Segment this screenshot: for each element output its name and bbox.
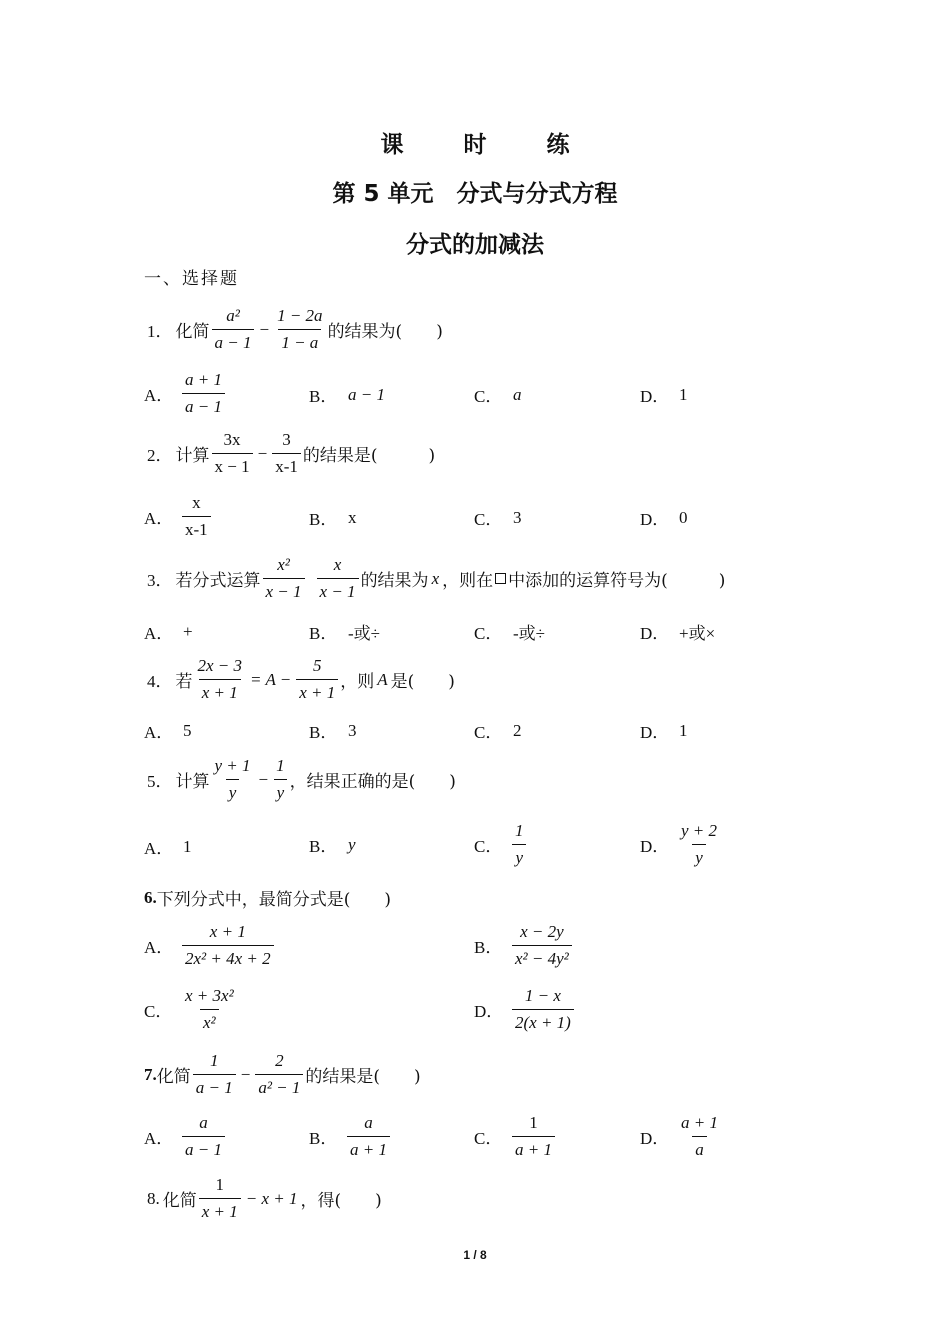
- fraction: $\frac{x}{x-1}$: [182, 493, 211, 540]
- option-2a: A． $\frac{x}{x-1}$: [144, 493, 213, 540]
- option-4d: D． 1: [640, 720, 688, 742]
- question-4: 4． 若 $\frac{2x - 3}{x + 1}$ = A − $\frac{5}{x + 1}$ ，则 A 是( ): [147, 656, 455, 702]
- fraction: $\frac{a}{a - 1}$: [182, 1113, 225, 1160]
- fraction: $\frac{1}{a + 1}$: [512, 1113, 555, 1160]
- option-1c: C． a: [474, 384, 522, 406]
- option-5a: A． 1: [144, 836, 192, 858]
- option-2d: D． 0: [640, 507, 688, 529]
- fraction: $\frac{\text{a²}}{a - 1}$: [212, 306, 255, 353]
- fraction: $\frac{2x - 3}{x + 1}$: [197, 656, 243, 702]
- option-7d: D． $\frac{a + 1}{a}$: [640, 1113, 723, 1160]
- option-1b: B． a − 1: [309, 384, 385, 406]
- fraction: $\frac{y + 2}{y}$: [681, 821, 718, 867]
- fraction: $\frac{\text{x²}}{x - 1}$: [263, 555, 305, 602]
- question-7: 7. 化简 $\frac{1}{a - 1}$ − $\frac{2}{\text{a² − 1}}$ 的结果是( ): [144, 1051, 421, 1097]
- option-7a: A． $\frac{a}{a - 1}$: [144, 1113, 227, 1160]
- question-8: 8. 化简 $\frac{1}{x + 1}$ − x + 1 ，得( ): [147, 1175, 382, 1221]
- option-3a: A． +: [144, 621, 193, 643]
- topic-title: 分式的加减法: [406, 232, 544, 258]
- fraction: $\frac{2}{\text{a² − 1}}$: [255, 1051, 303, 1098]
- question-1: 1． 化简 $\frac{\text{a²}}{a - 1}$ − $\frac{1 - 2a}{1 - a}$ 的结果为( ): [147, 306, 443, 352]
- fraction: $\frac{x + 1}{\text{2x² + 4x + 2}}$: [182, 922, 274, 969]
- option-6a: A． $\frac{x + 1}{\text{2x² + 4x + 2}}$: [144, 922, 276, 969]
- section-title: 一、选择题: [144, 269, 239, 289]
- fraction: $\frac{x - 2y}{\text{x² − 4y²}}$: [512, 922, 572, 969]
- fraction: $\frac{a + 1}{a}$: [681, 1113, 718, 1159]
- page-number: 1 / 8: [463, 1248, 487, 1262]
- question-2: 2． 计算 $\frac{3x}{x - 1}$ − $\frac{3}{x-1}$ 的结果是( ): [147, 430, 436, 476]
- fraction: $\frac{1}{y}$: [512, 821, 527, 868]
- fraction: $\frac{1}{y}$: [273, 756, 288, 803]
- option-1a: A． $\frac{a + 1}{a - 1}$: [144, 370, 227, 417]
- blank-box-icon: [495, 573, 506, 584]
- option-6b: B． $\frac{x - 2y}{\text{x² − 4y²}}$: [474, 922, 574, 969]
- option-6c: C． $\frac{\text{x + 3x²}}{\text{x²}}$: [144, 986, 239, 1033]
- fraction: $\frac{a + 1}{a - 1}$: [182, 370, 225, 417]
- fraction: $\frac{x}{x - 1}$: [317, 555, 359, 602]
- option-4a: A． 5: [144, 720, 192, 742]
- unit-title: 第 5 单元 分式与分式方程: [332, 181, 618, 207]
- option-5b: B． y: [309, 834, 356, 856]
- fraction: $\frac{1 - x}{2(x + 1)}$: [512, 986, 574, 1033]
- option-2b: B． x: [309, 507, 357, 529]
- fraction: $\frac{3x}{x - 1}$: [212, 430, 253, 477]
- option-3d: D． +或×: [640, 624, 716, 643]
- option-1d: D． 1: [640, 384, 688, 406]
- option-4b: B． 3: [309, 720, 357, 742]
- option-3c: C． -或÷: [474, 624, 545, 643]
- fraction: $\frac{\text{x + 3x²}}{\text{x²}}$: [185, 986, 234, 1032]
- doc-title: 课 时 练: [380, 132, 596, 158]
- option-2c: C． 3: [474, 507, 522, 529]
- option-5d: D． $\frac{y + 2}{y}$: [640, 821, 722, 868]
- option-4c: C． 2: [474, 720, 522, 742]
- question-5: 5． 计算 $\frac{y + 1}{y}$ − $\frac{1}{y}$ ，结果正确的是( ): [147, 756, 456, 802]
- fraction: $\frac{y + 1}{y}$: [214, 756, 251, 802]
- fraction: $\frac{1 - 2a}{1 - a}$: [277, 306, 323, 352]
- fraction: $\frac{3}{x-1}$: [272, 430, 301, 477]
- fraction: $\frac{1}{a - 1}$: [193, 1051, 236, 1098]
- option-3b: B． -或÷: [309, 624, 380, 643]
- option-7b: B． $\frac{a}{a + 1}$: [309, 1113, 392, 1160]
- option-5c: C． $\frac{1}{y}$: [474, 821, 529, 868]
- fraction: $\frac{a}{a + 1}$: [347, 1113, 390, 1160]
- option-6d: D． $\frac{1 - x}{2(x + 1)}$: [474, 986, 576, 1033]
- option-7c: C． $\frac{1}{a + 1}$: [474, 1113, 557, 1160]
- fraction: $\frac{5}{x + 1}$: [296, 656, 338, 703]
- question-6: 6. 下列分式中，最简分式是( ): [144, 887, 392, 910]
- question-3: 3． 若分式运算 $\frac{\text{x²}}{x - 1}$ $\frac{x}{x - 1}$ 的结果为 x ，则在 中添加的运算符号为( ): [147, 555, 726, 601]
- fraction: $\frac{1}{x + 1}$: [199, 1175, 241, 1222]
